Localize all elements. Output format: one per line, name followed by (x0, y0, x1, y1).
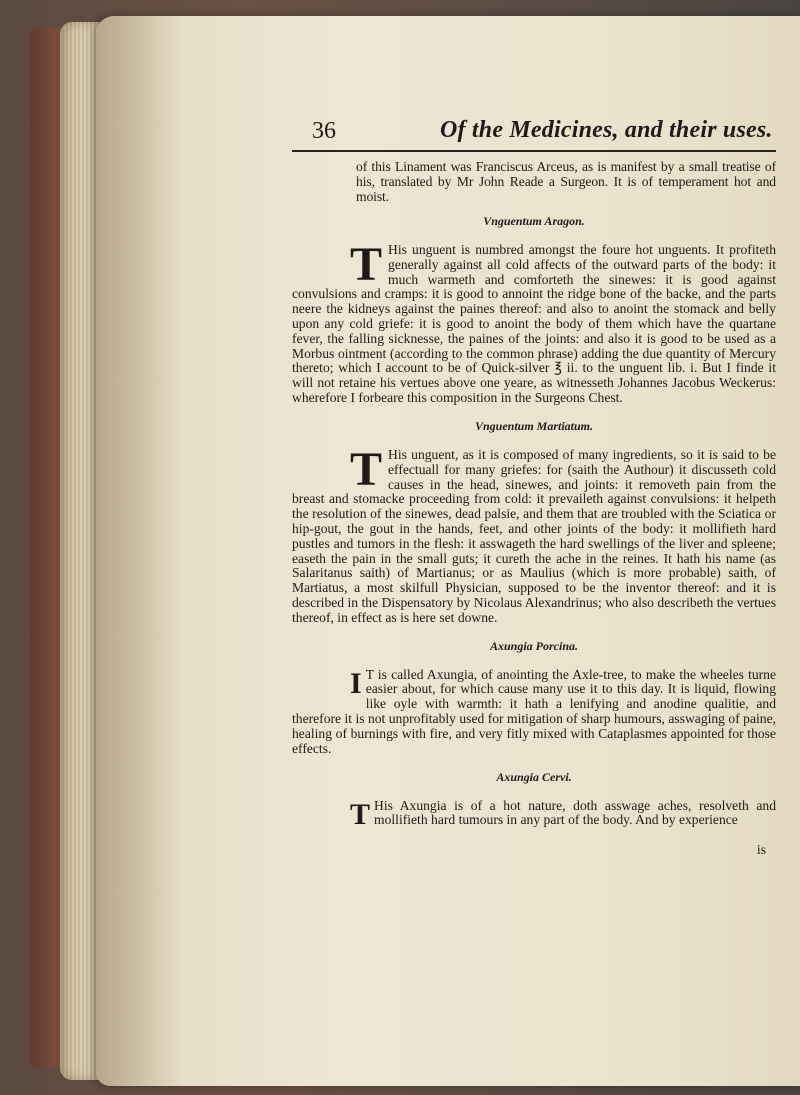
drop-cap: T (350, 237, 383, 291)
section-text: His Axungia is of a hot nature, doth asswage aches, resolveth and mollifieth hard tumours in any part of the body. And by experience (374, 797, 776, 828)
section-title: Axungia Cervi. (496, 770, 572, 785)
section-body (292, 799, 776, 829)
section-axungia-cervi (292, 770, 776, 831)
running-head: Of the Medicines, and their uses. (440, 117, 773, 143)
section-text: His unguent is numbred amongst the foure hot unguents. It profiteth generally against all cold affects of the outward parts of the body: it much warmeth and comforteth the sinewes: it is good against convulsions and cramps: it is good to annoint the ridge bone of the backe, and the parts neere the kidneys against the paines thereof: and also to anoint the stomack and belly upon any cold griefe: it is good to anoint the body of them which have the quartane fever, the falling sicknesse, the paines of the joints: and also it is good to be used as a Morbus ointment (according to the common phrase) adding the due quantity of Mercury thereto; which I account to be of Quick-silver ℥ ii. to the unguent lib. i. But I finde it will not retaine his vertues above one yeare, as witnesseth Johannes Jacobus Weckerus: wherefore I forbeare this composition in the Surgeons Chest. (292, 241, 776, 405)
gutter-shadow (96, 16, 186, 1086)
drop-cap: I (350, 666, 362, 700)
intro-paragraph: of this Linament was Franciscus Arceus, as is manifest by a small treatise of his, translated by Mr John Reade a Surgeon. It is of temperament hot and moist. (356, 159, 776, 204)
section-text: His unguent, as it is composed of many ingredients, so it is said to be effectuall for many griefes: for (saith the Authour) it discusseth cold causes in the head, sinewes, and joints: it removeth pain from the breast and stomacke proceeding from cold: it prevaileth against convulsions: it helpeth the resolution of the sinewes, dead palsie, and them that are troubled with the Sciatica or hip-gout, the gout in the hands, feet, and other joints of the body: it mollifieth hard pustles and tumors in the flesh: it asswageth the hard swellings of the liver and spleene; easeth the pain in the small guts; it cureth the ache in the reines. It hath his name (as Salaritanus saith) of Martianus; or as Maulius (which is more probable) saith, of Martiatus, a most skilfull Physician, supposed to be the inventor thereof: and it is described in the Dispensatory by Nicolaus Alexandrinus; who also describeth the vertues thereof, in effect as is here set downe. (292, 446, 776, 625)
drop-cap: T (350, 442, 383, 496)
section-unguentum-martiatum (292, 419, 776, 625)
section-axungia-porcina (292, 639, 776, 756)
section-title: Axungia Porcina. (489, 639, 579, 654)
section-title: Vnguentum Martiatum. (474, 419, 594, 434)
page-header (292, 112, 776, 152)
section-body (292, 442, 776, 626)
section-unguentum-aragon (292, 214, 776, 405)
catchword: is (756, 841, 766, 857)
page-number: 36 (312, 118, 336, 144)
section-text: T is called Axungia, of anointing the Axle-tree, to make the wheeles turne easier about, for which cause many use it to this day. It is liquid, flowing like oyle with warmth: it hath a lenifying and anodine qualitie, and therefore it is not unprofitably used for mitigation of sharp humours, asswaging of paine, healing of burnings with fire, and very fitly mixed with Cataplasmes appointed for those effects. (292, 666, 776, 756)
drop-cap: T (350, 797, 371, 831)
section-body (292, 668, 776, 757)
page-content (292, 112, 776, 858)
section-title: Vnguentum Aragon. (483, 214, 585, 229)
section-body (292, 237, 776, 406)
